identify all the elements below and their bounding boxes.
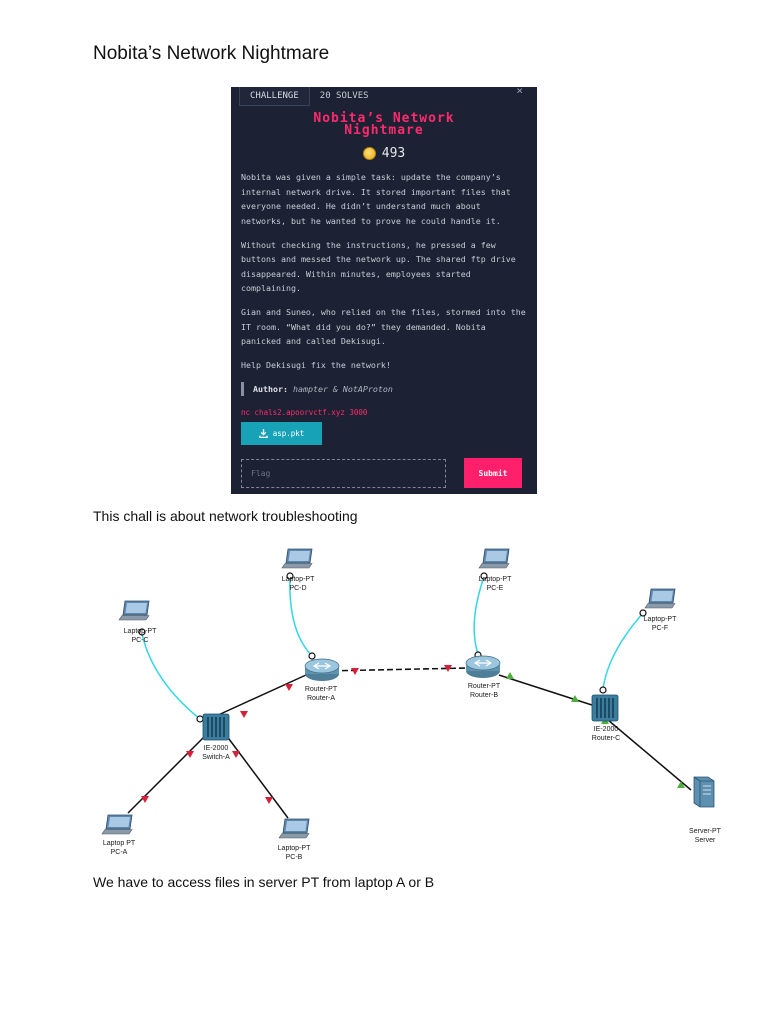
- router-a-name: Router-A: [306, 695, 336, 702]
- wireless-link: [474, 577, 484, 654]
- flag-input[interactable]: [241, 459, 446, 488]
- tab-challenge[interactable]: CHALLENGE: [239, 87, 310, 106]
- link-router-c-server: [608, 720, 691, 790]
- description-paragraph: Help Dekisugi fix the network!: [241, 360, 391, 370]
- router-icon: [466, 656, 500, 678]
- pc-f-name: PC-F: [651, 625, 669, 632]
- link-down-marker: [240, 711, 248, 718]
- router-c-name: Router-C: [591, 735, 621, 742]
- laptop-icon: [279, 819, 309, 838]
- description-paragraph: Nobita was given a simple task: update the company’s internal network drive. It stored important files that everyone needed. He didn’t understand much about networks, but he wanted to prove he could handle it.: [241, 172, 511, 226]
- download-file-button[interactable]: [241, 422, 322, 445]
- router-b-type: Router-PT: [467, 683, 501, 690]
- node-pc-b[interactable]: [278, 819, 311, 861]
- document-title: Nobita’s Network Nightmare: [93, 43, 330, 64]
- points-display: [231, 146, 537, 161]
- node-pc-d[interactable]: [282, 549, 315, 592]
- wireless-link: [142, 634, 200, 719]
- server-icon: [694, 777, 714, 807]
- laptop-icon: [102, 815, 132, 834]
- server-name: Server: [694, 837, 716, 844]
- author-names: hampter & NotAProton: [292, 384, 393, 394]
- link-down-marker: [351, 668, 359, 675]
- node-router-a[interactable]: [305, 659, 339, 702]
- pc-d-name: PC-D: [289, 585, 307, 592]
- pc-d-type: Laptop-PT: [281, 576, 315, 583]
- link-down-marker: [265, 797, 273, 804]
- switch-a-name: Switch-A: [202, 754, 230, 761]
- router-b-name: Router-B: [469, 692, 499, 699]
- description-paragraph: Gian and Suneo, who relied on the files, stormed into the IT room. “What did you do?” they demanded. Nobita panicked and called Dekisugi.: [241, 307, 526, 346]
- submit-button[interactable]: Submit: [464, 458, 522, 488]
- router-c-type: IE-2000: [593, 726, 619, 733]
- node-pc-f[interactable]: [644, 589, 677, 632]
- node-pc-a[interactable]: [102, 815, 136, 856]
- connection-string: nc chals2.apoorvctf.xyz 3000: [241, 408, 368, 417]
- points-value: 493: [381, 146, 406, 161]
- challenge-name: [231, 113, 537, 137]
- laptop-icon: [119, 601, 149, 620]
- caption-chall: This chall is about network troubleshooting: [93, 508, 358, 524]
- pc-e-type: Laptop-PT: [478, 576, 512, 583]
- node-pc-c[interactable]: [119, 601, 157, 644]
- download-file-label: asp.pkt: [272, 429, 305, 438]
- laptop-icon: [645, 589, 675, 608]
- node-router-c[interactable]: [592, 695, 620, 742]
- laptop-icon: [479, 549, 509, 568]
- pc-b-type: Laptop-PT: [277, 845, 311, 852]
- close-icon[interactable]: ×: [516, 87, 523, 97]
- author-block: [241, 382, 393, 396]
- node-pc-e[interactable]: [479, 549, 512, 592]
- node-router-b[interactable]: [466, 656, 501, 699]
- link-switch-a-pc-b: [226, 735, 288, 818]
- challenge-tabs: [239, 87, 379, 105]
- router-a-type: Router-PT: [304, 686, 338, 693]
- switch-icon: [203, 714, 229, 740]
- laptop-icon: [282, 549, 312, 568]
- switch-icon: [592, 695, 618, 721]
- server-type: Server-PT: [689, 828, 721, 835]
- link-switch-a-router-a: [216, 675, 306, 716]
- node-switch-a[interactable]: [202, 714, 230, 761]
- link-down-marker: [232, 751, 240, 758]
- pc-a-name: PC-A: [110, 849, 128, 856]
- pc-f-type: Laptop-PT: [643, 616, 677, 623]
- wireless-endpoints: [139, 573, 646, 722]
- wireless-link: [603, 613, 643, 689]
- node-server[interactable]: [689, 777, 722, 844]
- challenge-description: [241, 170, 529, 382]
- link-up-marker: [506, 672, 514, 679]
- challenge-name-line1: Nobita’s Network: [313, 111, 455, 126]
- challenge-name-line2: Nightmare: [344, 123, 424, 138]
- tab-solves[interactable]: 20 SOLVES: [319, 91, 369, 101]
- pc-a-type: Laptop PT: [102, 840, 136, 847]
- switch-a-type: IE-2000: [203, 745, 229, 752]
- download-icon: [259, 429, 268, 438]
- pc-c-type: Laptop-PT: [123, 628, 157, 635]
- description-paragraph: Without checking the instructions, he pressed a few buttons and messed the network up. The shared ftp drive disappeared. Within minutes, employees started complaining.: [241, 239, 516, 293]
- caption-access: We have to access files in server PT from laptop A or B: [93, 874, 435, 890]
- pc-e-name: PC-E: [486, 585, 504, 592]
- pc-c-name: PC-C: [131, 637, 149, 644]
- link-down-marker: [285, 684, 293, 691]
- router-icon: [305, 659, 339, 681]
- challenge-card: [231, 87, 537, 494]
- pc-b-name: PC-B: [285, 854, 303, 861]
- link-router-b-router-c: [499, 675, 595, 706]
- link-switch-a-pc-a: [128, 735, 206, 813]
- author-label: Author:: [253, 384, 288, 394]
- network-topology-diagram: [93, 543, 733, 868]
- coin-icon: [363, 147, 376, 160]
